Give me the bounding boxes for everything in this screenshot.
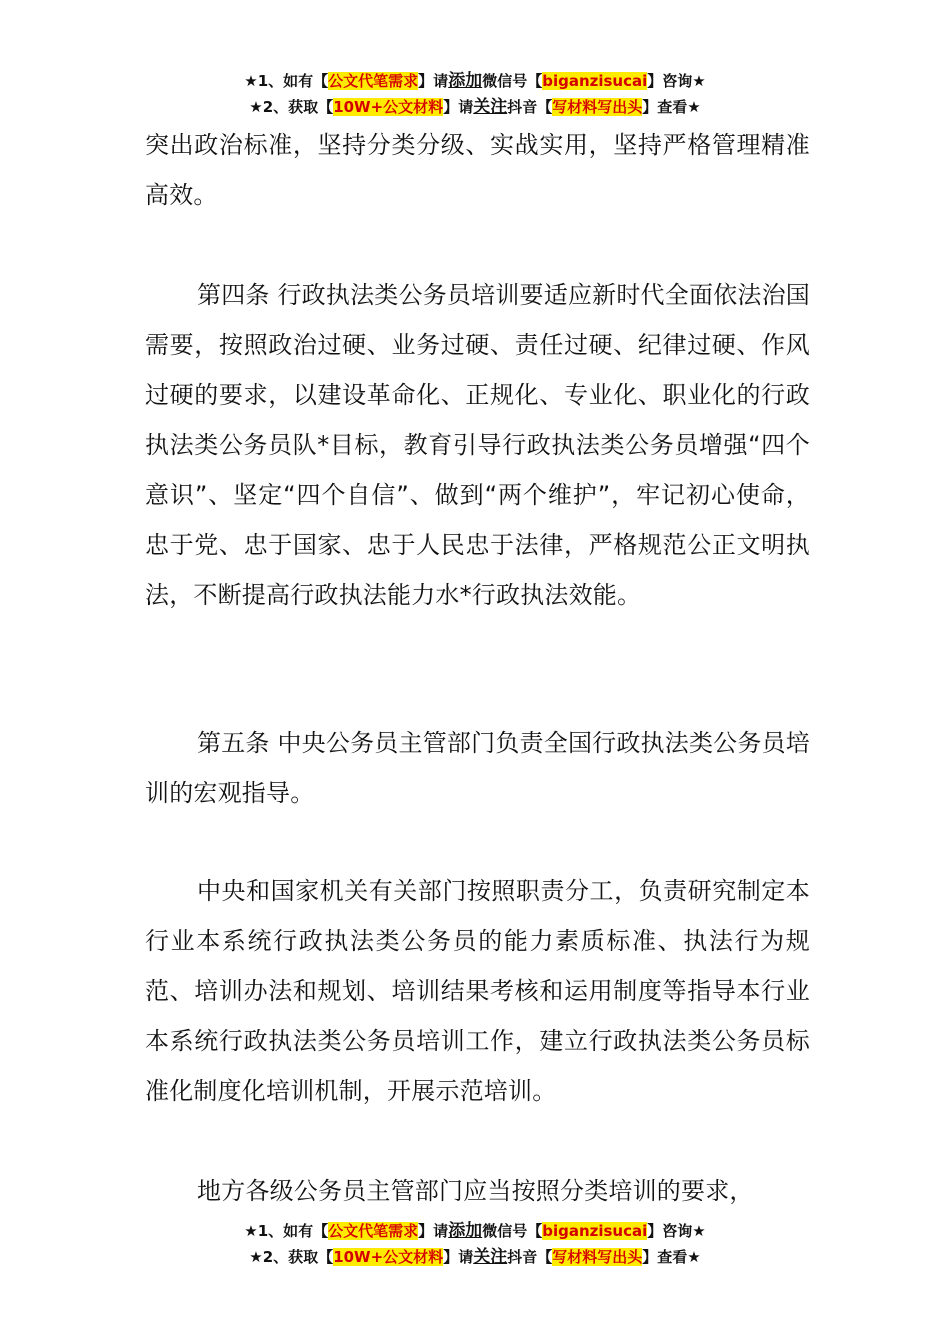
highlight-wechat-id: biganzisucai — [542, 1222, 648, 1240]
star-icon: ★ — [249, 1248, 263, 1266]
underline-add: 添加 — [448, 1221, 483, 1241]
star-icon: ★ — [249, 98, 263, 116]
highlight-douyin-account: 写材料写出头 — [552, 1248, 643, 1266]
banner-text: 抖音【 — [507, 1248, 553, 1266]
highlight-service: 公文代笔需求 — [328, 72, 419, 90]
banner-text: 】咨询★ — [647, 1222, 706, 1240]
paragraph-local-departments — [145, 1166, 810, 1216]
paragraph-text: 第五条 中央公务员主管部门负责全国行政执法类公务员培训的宏观指导。 — [145, 729, 810, 807]
paragraph-article-4 — [145, 270, 810, 620]
banner-text: 微信号【 — [482, 1222, 543, 1240]
banner-text: 】请 — [418, 1222, 449, 1240]
underline-follow: 关注 — [473, 1247, 508, 1267]
highlight-materials: 10W+公文材料 — [333, 1248, 444, 1266]
banner-text: 微信号【 — [482, 72, 543, 90]
paragraph-text: 中央和国家机关有关部门按照职责分工，负责研究制定本行业本系统行政执法类公务员的能力素质标准、执法行为规范、培训办法和规划、培训结果考核和运用制度等指导本行业本系统行政执法类公务员培训工作，建立行政执法类公务员标准化制度化培训机制，开展示范培训。 — [145, 877, 810, 1105]
banner-line-2 — [0, 1244, 950, 1270]
underline-add: 添加 — [448, 71, 483, 91]
highlight-wechat-id: biganzisucai — [542, 72, 648, 90]
banner-text: 2、获取【 — [262, 1248, 334, 1266]
star-icon: ★ — [244, 72, 258, 90]
banner-text: 1、如有【 — [257, 1222, 329, 1240]
paragraph-article-5 — [145, 718, 810, 818]
banner-text: 】请 — [418, 72, 449, 90]
footer-banner — [0, 1218, 950, 1270]
banner-line-1 — [0, 1218, 950, 1244]
banner-text: 2、获取【 — [262, 98, 334, 116]
banner-text: 】查看★ — [642, 98, 701, 116]
highlight-service: 公文代笔需求 — [328, 1222, 419, 1240]
banner-line-2 — [0, 94, 950, 120]
paragraph-text: 地方各级公务员主管部门应当按照分类培训的要求， — [197, 1177, 754, 1205]
banner-line-1 — [0, 68, 950, 94]
paragraph-continuation — [145, 120, 810, 220]
highlight-douyin-account: 写材料写出头 — [552, 98, 643, 116]
header-banner — [0, 68, 950, 120]
star-icon: ★ — [244, 1222, 258, 1240]
banner-text: 】请 — [443, 98, 474, 116]
highlight-materials: 10W+公文材料 — [333, 98, 444, 116]
underline-follow: 关注 — [473, 97, 508, 117]
banner-text: 】查看★ — [642, 1248, 701, 1266]
banner-text: 1、如有【 — [257, 72, 329, 90]
paragraph-text: 第四条 行政执法类公务员培训要适应新时代全面依法治国需要，按照政治过硬、业务过硬、责任过硬、纪律过硬、作风过硬的要求，以建设革命化、正规化、专业化、职业化的行政执法类公务员队*目标，教育引导行政执法类公务员增强“四个意识”、坚定“四个自信”、做到“两个维护”，牢记初心使命，忠于党、忠于国家、忠于人民忠于法律，严格规范公正文明执法，不断提高行政执法能力水*行政执法效能。 — [145, 281, 810, 609]
paragraph-central-agencies — [145, 866, 810, 1116]
banner-text: 】请 — [443, 1248, 474, 1266]
paragraph-text: 突出政治标准，坚持分类分级、实战实用，坚持严格管理精准高效。 — [145, 131, 810, 209]
banner-text: 抖音【 — [507, 98, 553, 116]
banner-text: 】咨询★ — [647, 72, 706, 90]
